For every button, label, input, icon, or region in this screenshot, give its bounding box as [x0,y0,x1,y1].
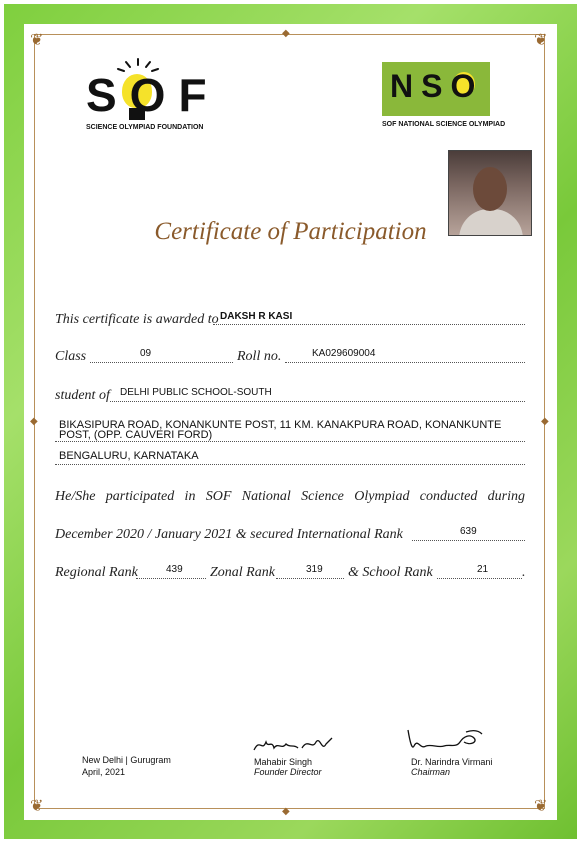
roll-label: Roll no. [237,349,282,364]
school-city: BENGALURU, KARNATAKA [59,450,199,462]
founder-signature [252,734,334,756]
class-label: Class [55,349,87,364]
student-name: DAKSH R KASI [220,311,293,322]
zonal-rank-value: 319 [306,564,323,575]
corner-ornament-icon: ❦ [30,796,44,815]
founder-title: Founder Director [254,767,322,777]
school-rank-label: & School Rank [348,565,433,580]
side-ornament-icon: ◆ [541,416,549,427]
awarded-label: This certificate is awarded to [55,312,219,327]
nso-logo-text: NSO [390,68,484,104]
school-dotline [110,401,525,402]
regional-rank-value: 439 [166,564,183,575]
nso-logo-caption: SOF NATIONAL SCIENCE OLYMPIAD [382,121,506,128]
nso-logo [380,62,506,132]
sentence-end: . [522,565,526,580]
chairman-title: Chairman [411,767,451,777]
sof-logo-caption: SCIENCE OLYMPIAD FOUNDATION [86,124,204,131]
zonal-rank-dotline [276,578,344,579]
school-rank-value: 21 [477,564,489,575]
side-ornament-icon: ◆ [30,416,38,427]
school-rank-dotline [437,578,522,579]
international-rank-value: 639 [460,526,477,537]
zonal-rank-label: Zonal Rank [210,565,275,580]
corner-ornament-icon: ❦ [534,796,548,815]
address-dotline [55,441,525,442]
name-dotline [213,324,525,325]
founder-name: Mahabir Singh [254,757,313,767]
photo-face [473,167,507,211]
participation-text-line2: December 2020 / January 2021 & secured International Rank [55,527,403,542]
issue-date: April, 2021 [82,767,126,777]
school-name: DELHI PUBLIC SCHOOL-SOUTH [120,387,272,398]
corner-ornament-icon: ❦ [534,30,548,49]
regional-rank-label: Regional Rank [55,565,138,580]
sof-logo-text: SOF [86,69,220,121]
participation-text-line1: He/She participated in SOF National Science Olympiad conducted during [55,489,525,504]
side-ornament-icon: ◆ [282,28,290,39]
class-dotline [90,362,233,363]
side-ornament-icon: ◆ [282,806,290,817]
corner-ornament-icon: ❦ [30,30,44,49]
issue-place: New Delhi | Gurugram [82,755,171,765]
roll-dotline [285,362,525,363]
chairman-signature [404,724,484,754]
school-address-line2: POST, (OPP. CAUVERI FORD) [59,429,213,441]
chairman-name: Dr. Narindra Virmani [411,757,493,767]
regional-rank-dotline [136,578,206,579]
city-dotline [55,464,525,465]
student-of-label: student of [55,388,110,403]
school-address-line1: BIKASIPURA ROAD, KONANKUNTE POST, 11 KM. KANAKPURA ROAD, KONANKUNTE [59,419,502,431]
sof-logo [86,58,220,138]
international-rank-dotline [412,540,525,541]
roll-value: KA029609004 [312,348,376,359]
class-value: 09 [140,348,152,359]
certificate-title: Certificate of Participation [154,218,427,245]
